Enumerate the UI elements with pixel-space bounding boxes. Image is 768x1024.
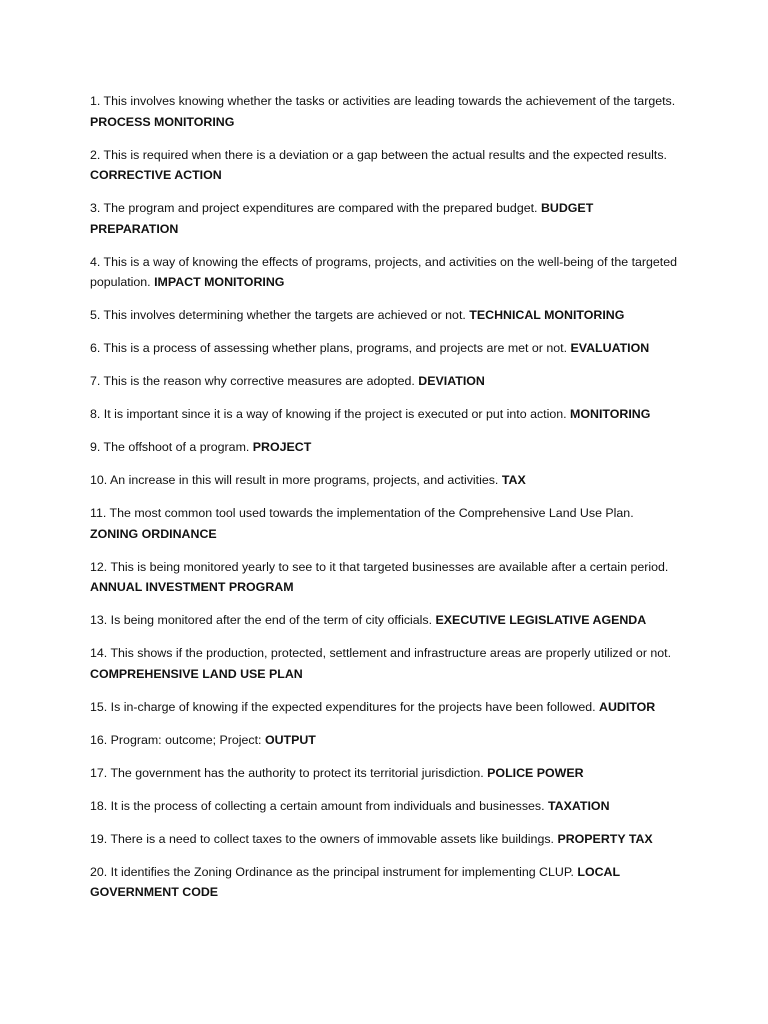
question-text: 18. It is the process of collecting a certain amount from individuals and businesses.: [90, 798, 545, 813]
answer-text: OUTPUT: [264, 732, 316, 747]
answer-text: TECHNICAL MONITORING: [469, 308, 625, 322]
list-item: [90, 404, 682, 425]
list-item: [90, 796, 682, 817]
answer-text: DEVIATION: [418, 374, 485, 388]
question-text: 7. This is the reason why corrective measures are adopted.: [90, 374, 415, 388]
list-item: [90, 305, 682, 326]
question-text: 19. There is a need to collect taxes to the owners of immovable assets like buildings.: [90, 831, 554, 846]
answer-text: LOCAL GOVERNMENT CODE: [90, 864, 620, 899]
question-text: 6. This is a process of assessing whether plans, programs, and projects are met or not.: [90, 341, 568, 355]
question-text: 1. This involves knowing whether the tasks or activities are leading towards the achievement of the targets.: [90, 94, 676, 108]
list-item: [90, 252, 682, 293]
question-text: 8. It is important since it is a way of knowing if the project is executed or put into action.: [90, 407, 567, 421]
question-text: 9. The offshoot of a program.: [90, 440, 250, 454]
question-text: 15. Is in-charge of knowing if the expected expenditures for the projects have been followed.: [90, 699, 596, 714]
question-text: 17. The government has the authority to protect its territorial jurisdiction.: [90, 765, 484, 780]
answer-text: MONITORING: [570, 407, 651, 421]
answer-text: EVALUATION: [570, 341, 650, 355]
answer-text: PROJECT: [252, 440, 312, 454]
question-text: 13. Is being monitored after the end of the term of city officials.: [90, 613, 433, 627]
question-text: 16. Program: outcome; Project:: [90, 732, 262, 747]
list-item: [90, 557, 682, 598]
list-item: [90, 145, 682, 186]
list-item: [90, 198, 682, 239]
list-item: [90, 610, 682, 631]
question-text: 20. It identifies the Zoning Ordinance as the principal instrument for implementing CLUP.: [90, 864, 574, 879]
list-item: [90, 730, 682, 751]
question-text: 2. This is required when there is a deviation or a gap between the actual results and the expected results.: [90, 147, 667, 162]
list-item: [90, 503, 682, 544]
answer-text: COMPREHENSIVE LAND USE PLAN: [90, 666, 303, 681]
answer-text: PROCESS MONITORING: [90, 114, 235, 129]
list-item: [90, 829, 682, 850]
list-item: [90, 91, 682, 132]
answer-text: IMPACT MONITORING: [154, 275, 285, 289]
question-text: 14. This shows if the production, protected, settlement and infrastructure areas are properly utilized or not.: [90, 646, 672, 660]
question-text: 4. This is a way of knowing the effects of programs, projects, and activities on the well-being of the targeted population.: [90, 254, 678, 289]
question-text: 12. This is being monitored yearly to see to it that targeted businesses are available after a certain period.: [90, 559, 669, 574]
answer-text: TAXATION: [548, 798, 610, 813]
list-item: [90, 437, 682, 458]
answer-text: EXECUTIVE LEGISLATIVE AGENDA: [435, 613, 647, 627]
answer-text: ANNUAL INVESTMENT PROGRAM: [90, 580, 294, 594]
answer-text: PROPERTY TAX: [557, 831, 653, 846]
question-text: 10. An increase in this will result in more programs, projects, and activities.: [90, 473, 499, 487]
answer-text: AUDITOR: [599, 699, 656, 714]
list-item: [90, 697, 682, 718]
answer-text: POLICE POWER: [487, 765, 584, 780]
answer-text: ZONING ORDINANCE: [90, 526, 217, 541]
answer-text: CORRECTIVE ACTION: [90, 168, 222, 182]
question-text: 3. The program and project expenditures are compared with the prepared budget.: [90, 201, 538, 215]
question-text: 11. The most common tool used towards the implementation of the Comprehensive Land Use Plan.: [90, 506, 634, 520]
list-item: [90, 643, 682, 684]
list-item: [90, 371, 682, 392]
question-text: 5. This involves determining whether the targets are achieved or not.: [90, 308, 466, 322]
list-item: [90, 338, 682, 359]
list-item: [90, 862, 682, 903]
list-item: [90, 763, 682, 784]
answer-text: TAX: [501, 473, 526, 487]
list-item: [90, 470, 682, 491]
answer-text: BUDGET PREPARATION: [90, 201, 594, 236]
document-page: [90, 91, 682, 915]
